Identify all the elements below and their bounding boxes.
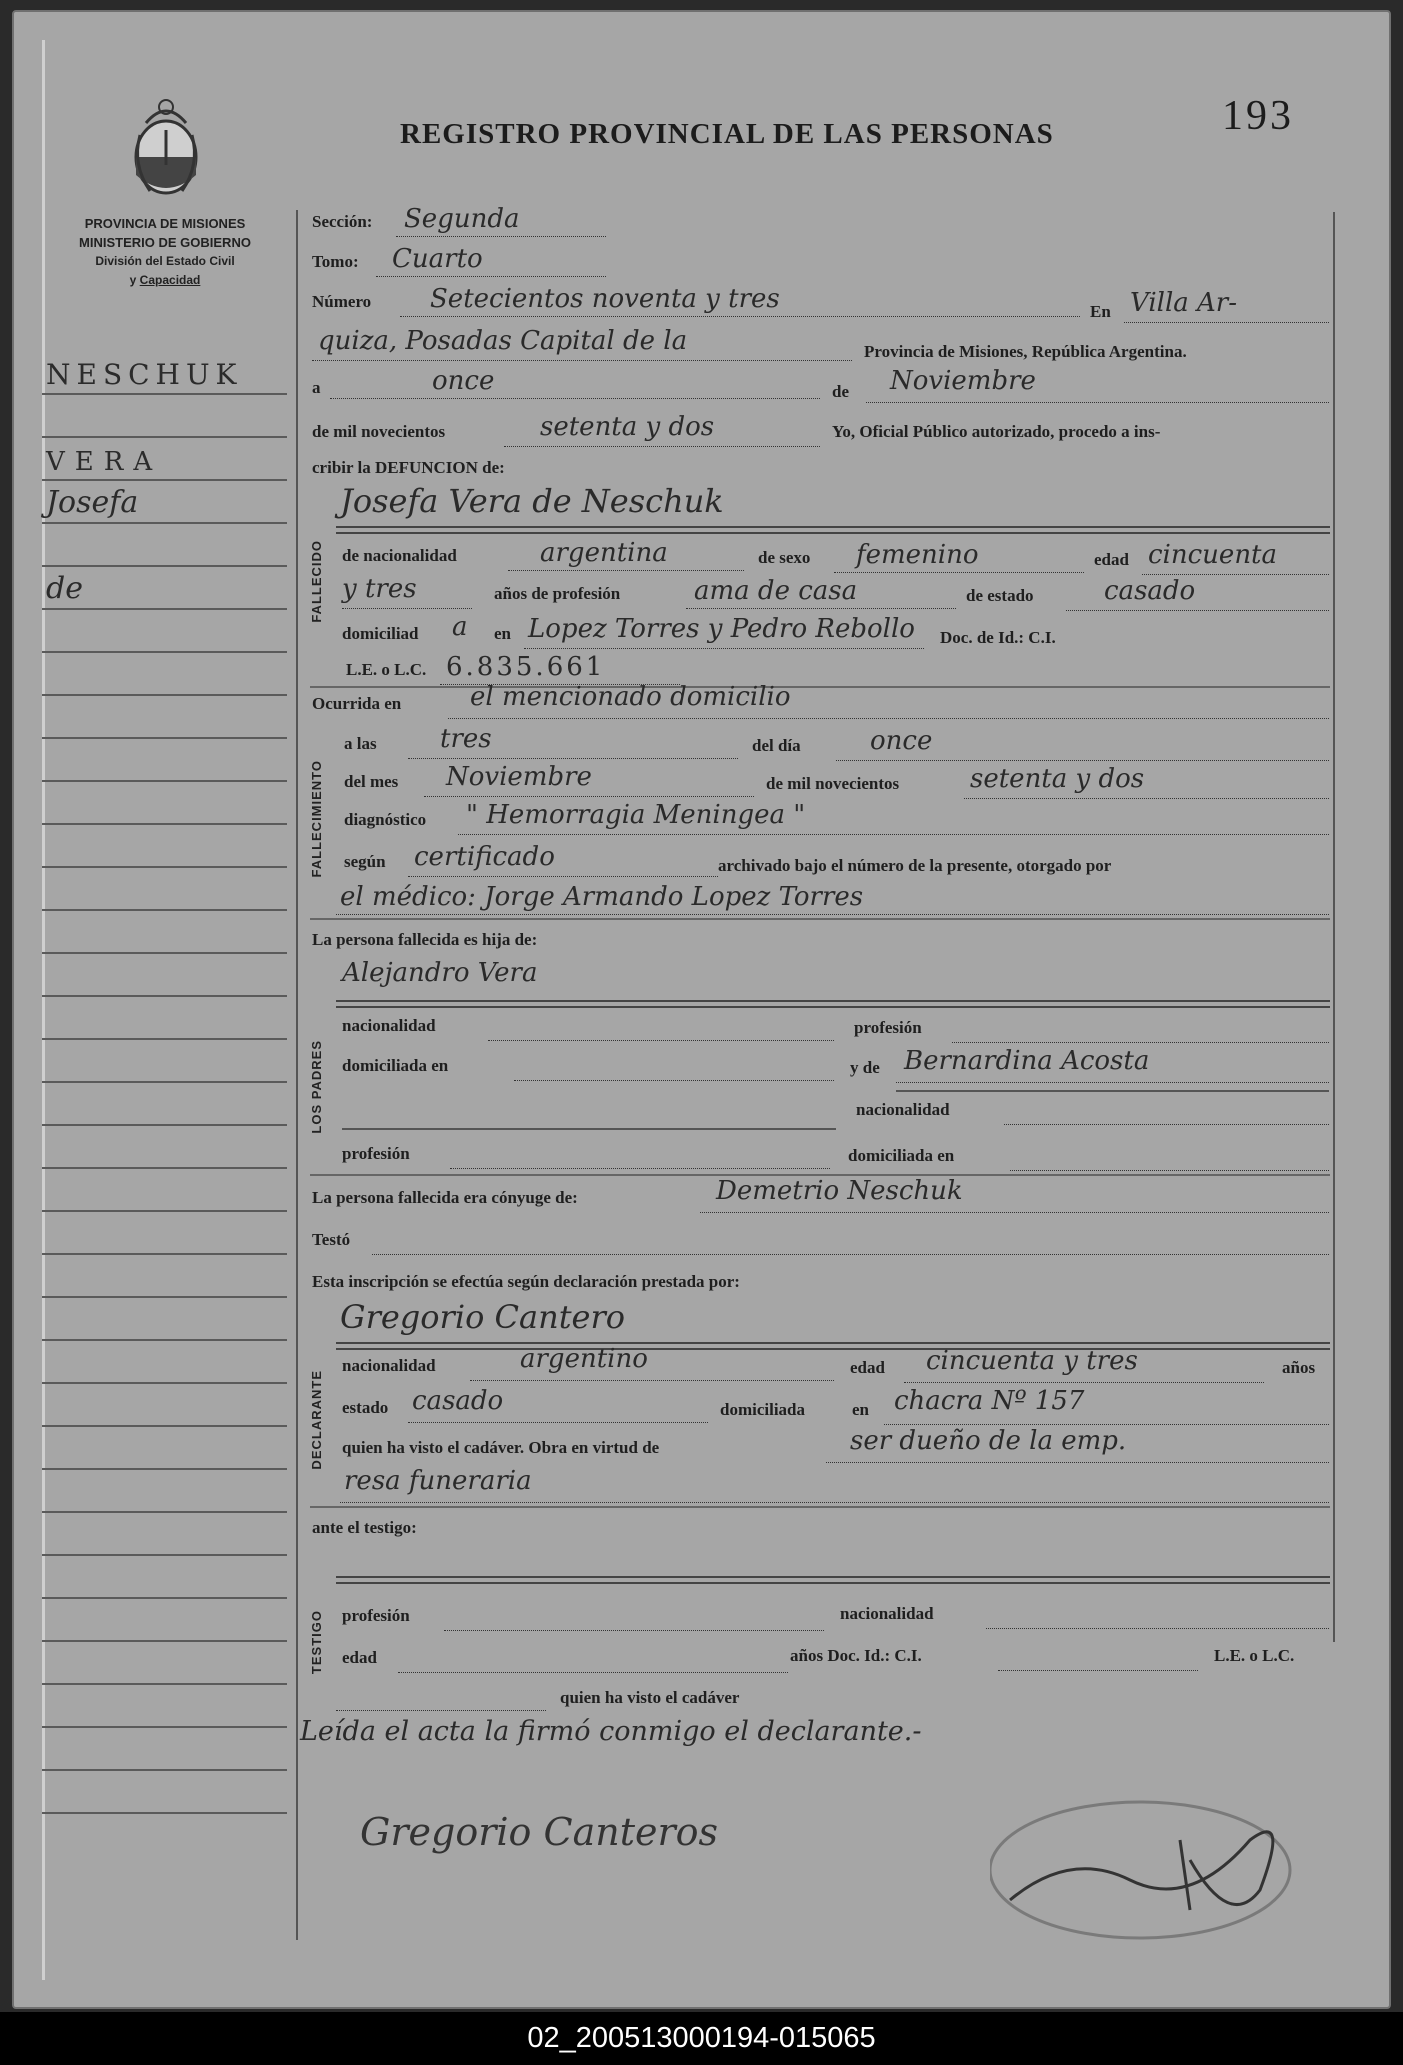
segun-label: según bbox=[344, 852, 386, 871]
padre-profesion-label: profesión bbox=[854, 1018, 922, 1037]
segun-value: certificado bbox=[414, 842, 555, 872]
hija-text: La persona fallecida es hija de: bbox=[312, 930, 538, 949]
section-fallecido: FALLECIDO bbox=[309, 540, 324, 623]
margin-line: NESCHUK bbox=[42, 352, 287, 395]
profesion-value: ama de casa bbox=[694, 576, 858, 606]
declarante-edad: cincuenta y tres bbox=[926, 1346, 1138, 1376]
numero-label: Número bbox=[312, 292, 372, 311]
division-line: División del Estado Civil bbox=[95, 254, 235, 268]
declarante-anios-label: años bbox=[1282, 1358, 1316, 1377]
nacionalidad-value: argentina bbox=[540, 538, 668, 568]
yde-label: y de bbox=[850, 1058, 880, 1077]
sexo-label: de sexo bbox=[758, 548, 811, 567]
province-line: PROVINCIA DE MISIONES bbox=[84, 216, 246, 231]
cribir-text: cribir la DEFUNCION de: bbox=[312, 458, 505, 477]
capacity-line: y Capacidad bbox=[129, 273, 201, 287]
mes-value-fallec: Noviembre bbox=[446, 762, 592, 792]
margin-separator bbox=[296, 210, 298, 1940]
margin-line: VERA bbox=[42, 438, 287, 481]
de-label: de bbox=[832, 382, 849, 401]
anio-value: setenta y dos bbox=[540, 412, 715, 442]
margin-line: de bbox=[42, 567, 287, 610]
numero-value: Setecientos noventa y tres bbox=[430, 284, 780, 314]
anio-label: de mil novecientos bbox=[312, 422, 446, 441]
register-title: REGISTRO PROVINCIAL DE LAS PERSONAS bbox=[400, 118, 1054, 150]
ocurrida-label: Ocurrida en bbox=[312, 694, 402, 713]
virtud-continued: resa funeraria bbox=[344, 1466, 532, 1496]
tomo-label: Tomo: bbox=[312, 252, 359, 271]
mes-label: del mes bbox=[344, 772, 399, 791]
issuing-office bbox=[40, 214, 290, 290]
conyuge-nombre: Demetrio Neschuk bbox=[716, 1176, 963, 1206]
medico-value: el médico: Jorge Armando Lopez Torres bbox=[340, 882, 864, 912]
testigo-nacionalidad-label: nacionalidad bbox=[840, 1604, 934, 1623]
a-label: a bbox=[312, 378, 321, 397]
virtud-value: ser dueño de la emp. bbox=[850, 1426, 1127, 1456]
domicilio-label: domiciliad bbox=[342, 624, 419, 643]
oficial-text: Yo, Oficial Público autorizado, procedo a ins- bbox=[832, 422, 1161, 441]
margin-line: Josefa bbox=[42, 481, 287, 524]
fallecido-nombre: Josefa Vera de Neschuk bbox=[340, 482, 724, 520]
edad-label: edad bbox=[1094, 550, 1129, 569]
cierre-texto: Leída el acta la firmó conmigo el declarante.- bbox=[300, 1716, 922, 1747]
tomo-value: Cuarto bbox=[392, 244, 483, 274]
madre-profesion-label: profesión bbox=[342, 1144, 410, 1163]
dia-value-fallec: once bbox=[870, 726, 933, 756]
dia-value: once bbox=[432, 366, 495, 396]
declarante-domicilio: chacra Nº 157 bbox=[894, 1386, 1085, 1416]
lugar-value: Villa Ar- bbox=[1130, 288, 1238, 318]
madre-nombre: Bernardina Acosta bbox=[904, 1046, 1150, 1076]
left-margin-index bbox=[42, 352, 287, 1814]
estado-label: de estado bbox=[966, 586, 1034, 605]
le-label: L.E. o L.C. bbox=[346, 660, 427, 679]
visto-text: quien ha visto el cadáver. Obra en virtud de bbox=[342, 1438, 660, 1457]
official-signature-stamp bbox=[990, 1790, 1320, 1940]
le-value: 6.835.661 bbox=[446, 652, 606, 682]
doc-label: Doc. de Id.: C.I. bbox=[940, 628, 1056, 647]
ante-testigo-label: ante el testigo: bbox=[312, 1518, 417, 1537]
anios-profesion-label: años de profesión bbox=[494, 584, 621, 603]
provincia-text: Provincia de Misiones, República Argentina. bbox=[864, 342, 1187, 361]
lugar-continued: quiza, Posadas Capital de la bbox=[318, 326, 688, 356]
mes-value: Noviembre bbox=[890, 366, 1036, 396]
hora-label: a las bbox=[344, 734, 377, 753]
testigo-doc-label: años Doc. Id.: C.I. bbox=[790, 1646, 922, 1665]
testigo-edad-label: edad bbox=[342, 1648, 377, 1667]
declarante-estado: casado bbox=[412, 1386, 504, 1416]
declarante-domiciliada-label: domiciliada bbox=[720, 1400, 806, 1419]
archivado-text: archivado bajo el número de la presente, otorgado por bbox=[718, 856, 1112, 875]
testigo-profesion-label: profesión bbox=[342, 1606, 410, 1625]
page-number: 193 bbox=[1222, 93, 1294, 139]
ocurrida-value: el mencionado domicilio bbox=[470, 682, 791, 712]
padre-nombre: Alejandro Vera bbox=[342, 958, 538, 988]
declarante-estado-label: estado bbox=[342, 1398, 389, 1417]
padre-domiciliada-label: domiciliada en bbox=[342, 1056, 449, 1075]
testo-label: Testó bbox=[312, 1230, 351, 1249]
margin-line bbox=[42, 524, 287, 567]
file-id-footer: 02_200513000194-015065 bbox=[0, 2012, 1403, 2065]
declarante-edad-label: edad bbox=[850, 1358, 885, 1377]
padre-nacionalidad-label: nacionalidad bbox=[342, 1016, 436, 1035]
edad-value: cincuenta bbox=[1148, 540, 1278, 570]
ministry-line: MINISTERIO DE GOBIERNO bbox=[79, 235, 251, 250]
section-padres: LOS PADRES bbox=[309, 1040, 324, 1134]
domicilio-a: a bbox=[452, 612, 468, 642]
testigo-visto-label: quien ha visto el cadáver bbox=[560, 1688, 740, 1707]
edad-continued: y tres bbox=[342, 574, 417, 604]
declarante-nacionalidad: argentino bbox=[520, 1344, 648, 1374]
dia-label: del día bbox=[752, 736, 801, 755]
seccion-value: Segunda bbox=[404, 204, 520, 234]
anio-fallec-label: de mil novecientos bbox=[766, 774, 900, 793]
declarante-nacionalidad-label: nacionalidad bbox=[342, 1356, 436, 1375]
diagnostico-label: diagnóstico bbox=[344, 810, 427, 829]
nacionalidad-label: de nacionalidad bbox=[342, 546, 457, 565]
sexo-value: femenino bbox=[856, 540, 979, 570]
declarante-nombre: Gregorio Cantero bbox=[340, 1298, 626, 1336]
diagnostico-value: " Hemorragia Meningea " bbox=[466, 800, 806, 830]
madre-nacionalidad-label: nacionalidad bbox=[856, 1100, 950, 1119]
en-label: En bbox=[1090, 302, 1111, 321]
hora-value: tres bbox=[440, 724, 492, 754]
section-testigo: TESTIGO bbox=[309, 1610, 324, 1675]
coat-of-arms-icon bbox=[126, 95, 206, 205]
domicilio-value: Lopez Torres y Pedro Rebollo bbox=[528, 614, 915, 644]
domicilio-en-label: en bbox=[494, 624, 511, 643]
section-declarante: DECLARANTE bbox=[309, 1370, 324, 1470]
declarante-intro: Esta inscripción se efectúa según declaración prestada por: bbox=[312, 1272, 740, 1291]
right-border bbox=[1333, 212, 1335, 1642]
conyuge-label: La persona fallecida era cónyuge de: bbox=[312, 1188, 578, 1207]
margin-line bbox=[42, 395, 287, 438]
section-fallecimiento: FALLECIMIENTO bbox=[309, 760, 324, 878]
anio-fallec-value: setenta y dos bbox=[970, 764, 1145, 794]
declarante-signature: Gregorio Canteros bbox=[360, 1810, 718, 1854]
testigo-le-label: L.E. o L.C. bbox=[1214, 1646, 1295, 1665]
estado-value: casado bbox=[1104, 576, 1196, 606]
seccion-label: Sección: bbox=[312, 212, 373, 231]
declarante-en-label: en bbox=[852, 1400, 869, 1419]
madre-domiciliada-label: domiciliada en bbox=[848, 1146, 955, 1165]
